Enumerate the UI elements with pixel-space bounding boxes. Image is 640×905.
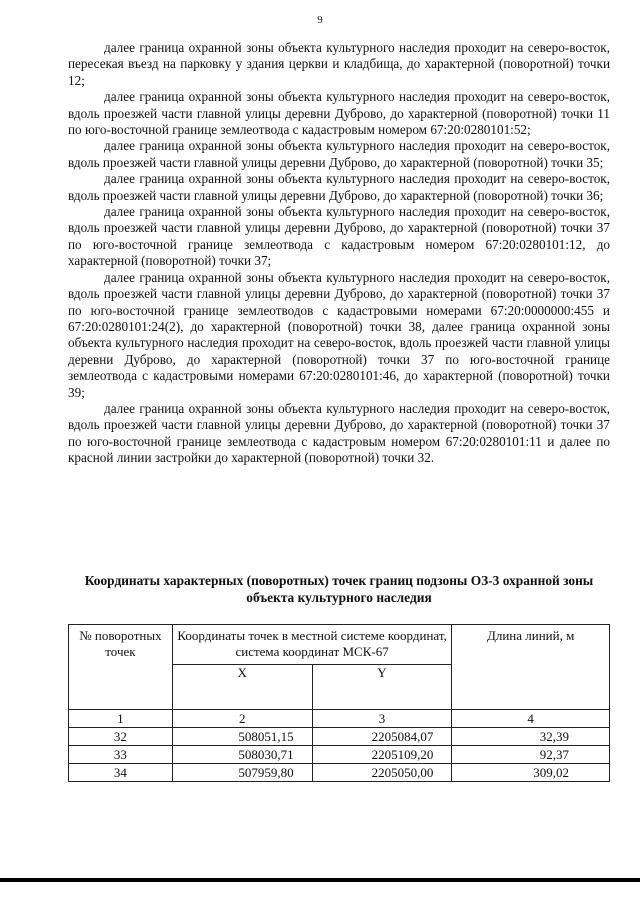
point-cell: 34 — [69, 764, 173, 782]
index-cell: 3 — [312, 710, 452, 728]
index-cell: 1 — [69, 710, 173, 728]
paragraph: далее граница охранной зоны объекта культурного наследия проходит на северо-восток, пересекая въезд на парковку у здания церкви и кладбища, до характерной (поворотной) точки 12; — [68, 40, 610, 88]
y-cell: 2205084,07 — [312, 728, 452, 746]
length-cell: 32,39 — [452, 728, 610, 746]
coordinates-table — [68, 624, 610, 782]
header-coordinates: Координаты точек в местной системе координат, система координат МСК-67 — [172, 625, 451, 665]
table-row — [69, 746, 610, 764]
paragraph: далее граница охранной зоны объекта культурного наследия проходит на северо-восток, вдоль проезжей части главной улицы деревни Дуброво, до характерной (поворотной) точки 11 по юго-восточной границе землеотвода с кадастровым номером 67:20:0280101:52; — [68, 89, 610, 138]
table-row — [69, 728, 610, 746]
length-cell: 92,37 — [452, 746, 610, 764]
length-cell: 309,02 — [452, 764, 610, 782]
paragraph: далее граница охранной зоны объекта культурного наследия проходит на северо-восток, вдоль проезжей части главной улицы деревни Дуброво, до характерной (поворотной) точки 35; — [68, 138, 610, 170]
y-cell: 2205050,00 — [312, 764, 452, 782]
paragraph: далее граница охранной зоны объекта культурного наследия проходит на северо-восток, вдоль проезжей части главной улицы деревни Дуброво, до характерной (поворотной) точки 37 по юго-восточной границе землеотвода с кадастровым номером 67:20:0280101:12, до характерной (поворотной) точки 37; — [68, 204, 610, 269]
paragraph: далее граница охранной зоны объекта культурного наследия проходит на северо-восток, вдоль проезжей части главной улицы деревни Дуброво, до характерной (поворотной) точки 37 по юго-восточной границе землеотвода с кадастровым номером 67:20:0280101:11 и далее по красной линии застройки до характерной (поворотной) точки 32. — [68, 400, 610, 466]
body-text — [68, 40, 610, 467]
index-row — [69, 710, 610, 728]
x-cell: 507959,80 — [172, 764, 312, 782]
page-number: 9 — [317, 14, 323, 26]
header-y: Y — [312, 665, 452, 710]
index-cell: 2 — [172, 710, 312, 728]
x-cell: 508030,71 — [172, 746, 312, 764]
footer-rule — [0, 878, 640, 882]
table-row — [69, 764, 610, 782]
paragraph: далее граница охранной зоны объекта культурного наследия проходит на северо-восток, вдоль проезжей части главной улицы деревни Дуброво, до характерной (поворотной) точки 37 по юго-восточной границе землеотводов с кадастровыми номерами 67:20:0000000:455 и 67:20:0280101:24(2), до характерной (поворотной) точки 38, далее граница охранной зоны объекта культурного наследия проходит на северо-восток, вдоль проезжей части главной улицы деревни Дуброво, до характерной (поворотной) точки 37 по юго-восточной границе землеотвода с кадастровыми номерами 67:20:0280101:46, до характерной (поворотной) точки 39; — [68, 269, 610, 400]
header-line-length: Длина линий, м — [452, 625, 610, 710]
x-cell: 508051,15 — [172, 728, 312, 746]
table-title: Координаты характерных (поворотных) точек границ подзоны ОЗ-3 охранной зоны объекта культурного наследия — [84, 573, 594, 605]
point-cell: 32 — [69, 728, 173, 746]
index-cell: 4 — [452, 710, 610, 728]
y-cell: 2205109,20 — [312, 746, 452, 764]
header-x: X — [172, 665, 312, 710]
point-cell: 33 — [69, 746, 173, 764]
paragraph: далее граница охранной зоны объекта культурного наследия проходит на северо-восток, вдоль проезжей части главной улицы деревни Дуброво, до характерной (поворотной) точки 36; — [68, 171, 610, 203]
header-point-number: № поворотных точек — [69, 625, 173, 710]
